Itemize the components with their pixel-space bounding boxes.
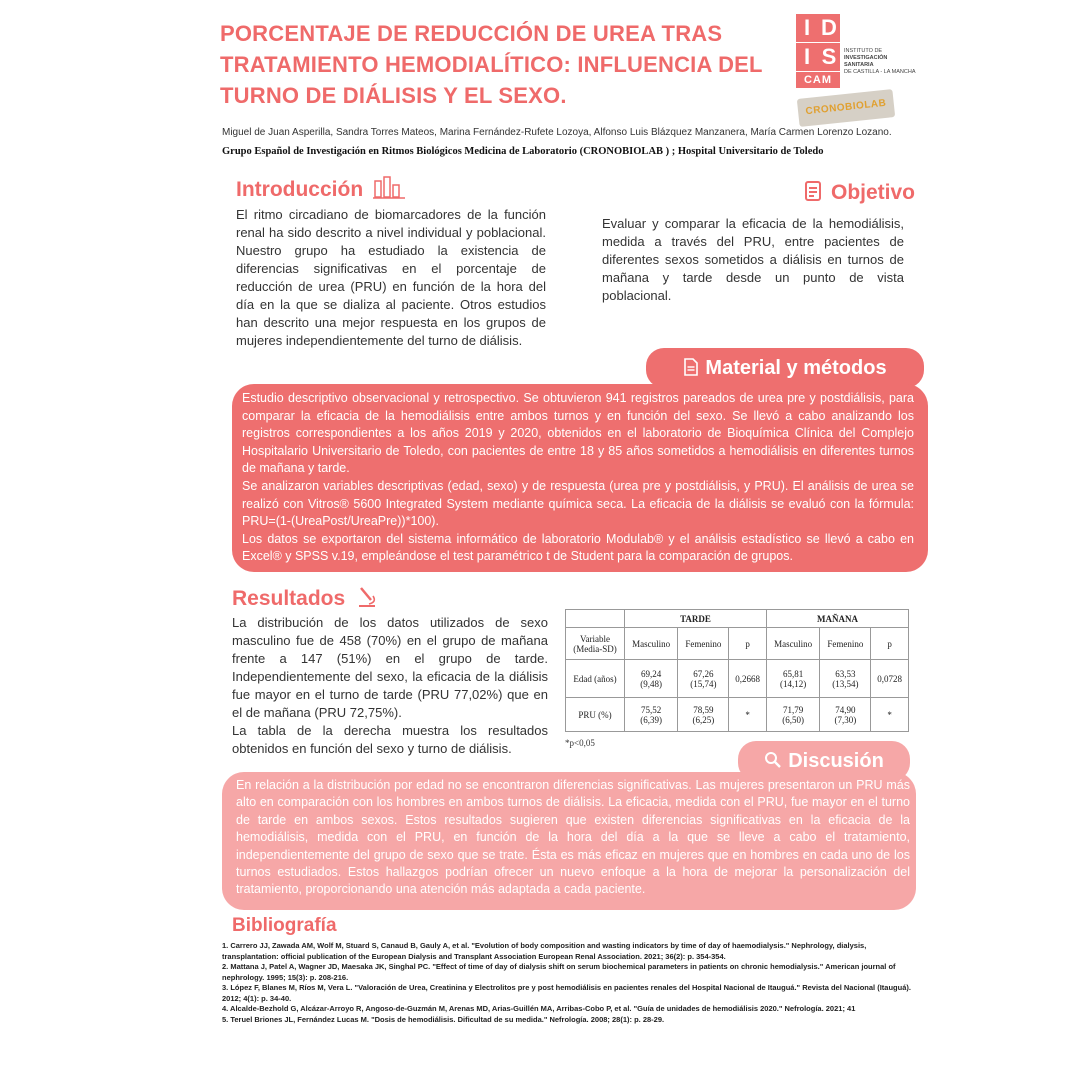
table-group-tarde: TARDE (625, 610, 767, 628)
table-group-manana: MAÑANA (766, 610, 908, 628)
resultados-text (232, 614, 548, 758)
resultados-heading: Resultados (232, 584, 379, 611)
microscope-icon (355, 584, 379, 608)
table-cell: 0,0728 (871, 660, 909, 698)
material-p3: Los datos se exportaron del sistema informático de laboratorio Modulab® y el análisis estadístico se llevó a cabo en Excel® y SPSS v.19, empleándose el test paramétrico t de Student para la comparación de grupos. (242, 531, 914, 564)
table-cell: * (871, 698, 909, 732)
bibliografia-heading: Bibliografía (232, 915, 337, 936)
introduccion-heading: Introducción (236, 173, 407, 202)
table-var-header: Variable (Media-SD) (566, 628, 625, 660)
table-col-header: Femenino (820, 628, 871, 660)
logo-letter: D (818, 14, 840, 42)
document-icon (683, 358, 699, 376)
authors: Miguel de Juan Asperilla, Sandra Torres Mateos, Marina Fernández-Rufete Lozoya, Alfonso Luis Blázquez Manzanera, María Carmen Lorenzo Lozano. (222, 127, 892, 138)
table-col-header: Masculino (625, 628, 678, 660)
objetivo-text: Evaluar y comparar la eficacia de la hemodiálisis, medida a través del PRU, entre pacientes de diferentes sexos sometidos a diálisis en turnos de mañana y tarde desde un punto de vista poblacional. (602, 216, 904, 303)
discusion-heading: Discusión (738, 741, 910, 781)
lab-icon (373, 173, 407, 199)
cronobiolab-logo: CRONOBIOLAB (797, 89, 895, 127)
table-cell: Edad (años) (566, 660, 625, 698)
table-cell: PRU (%) (566, 698, 625, 732)
reference-item: 4. Alcalde-Bezhold G, Alcázar-Arroyo R, Angoso-de-Guzmán M, Arenas MD, Arias-Guillén MA, Arribas-Cobo P, et al. "Guía de unidades de hemodiálisis 2020." Nefrología. 2021; 41 (222, 1004, 856, 1013)
table-cell: 0,2668 (729, 660, 767, 698)
checklist-icon (803, 180, 825, 202)
table-cell: * (729, 698, 767, 732)
table-col-header: Masculino (766, 628, 819, 660)
results-table-wrap (565, 609, 909, 748)
objetivo-heading: Objetivo (803, 180, 915, 205)
idiscam-logo (796, 14, 920, 126)
table-cell: 67,26 (15,74) (678, 660, 729, 698)
results-table (565, 609, 909, 732)
material-heading: Material y métodos (646, 348, 924, 388)
poster-title: PORCENTAJE DE REDUCCIÓN DE UREA TRAS TRATAMIENTO HEMODIALÍTICO: INFLUENCIA DEL TURNO DE DIÁLISIS Y EL SEXO. (220, 21, 763, 108)
reference-item: 3. López F, Blanes M, Ríos M, Vera L. "Valoración de Urea, Creatinina y Electrolitos pre y post hemodiálisis en pacientes renales del Hospital Nacional de Itauguá." Revista del Nacional (Itauguá). 2012; 4(1): p. 34-40. (222, 983, 911, 1003)
reference-item: 2. Mattana J, Patel A, Wagner JD, Maesaka JK, Singhal PC. "Effect of time of day of dialysis shift on serum biochemical parameters in patients on chronic hemodialysis." American journal of nephrology. 1995; 15(3): p. 208-216. (222, 962, 896, 982)
introduccion-text: El ritmo circadiano de biomarcadores de la función renal ha sido descrito a nivel individual y poblacional. Nuestro grupo ha estudiado la existencia de diferencias significativas en el porcentaje de reducción de urea (PRU) en función de la hora del día en la que se dializa al paciente. Otros estudios han descrito una mejor respuesta en los grupos de mujeres independientemente del turno de diálisis. (236, 207, 546, 348)
logo-cam: CAM (796, 72, 840, 88)
logo-letter: I (796, 43, 818, 71)
table-cell: 78,59 (6,25) (678, 698, 729, 732)
table-cell: 69,24 (9,48) (625, 660, 678, 698)
search-icon (764, 751, 782, 769)
discusion-text: En relación a la distribución por edad no se encontraron diferencias significativas. Las mujeres presentaron un PRU más alto en comparación con los hombres en ambos turnos de diálisis. La eficacia, medida con el PRU, fue mayor en el turno de tarde en ambos sexos. Estos resultados sugieren que existen diferencias significativas en la eficacia de la hemodiálisis, medida con el PRU, en función de la hora del día a la que se lleve a cabo el tratamiento, independientemente del grupo de sexo que se trate. Ésta es más eficaz en mujeres que en hombres en cada uno de los turnos estudiados. Estos hallazgos podrían ofrecer un nuevo enfoque a la hora de mejorar la personalización del tratamiento, proporcionando una atención más adaptada a cada paciente. (236, 778, 910, 897)
table-cell: 63,53 (13,54) (820, 660, 871, 698)
table-row (566, 660, 909, 698)
table-cell: 71,79 (6,50) (766, 698, 819, 732)
table-row (566, 628, 909, 660)
material-p1: Estudio descriptivo observacional y retrospectivo. Se obtuvieron 941 registros pareados de urea pre y postdiálisis, para comparar la eficacia de la hemodiálisis entre ambos turnos y en función del sexo. Se llevó a cabo analizando los registros correspondientes a los años 2019 y 2020, obtenidos en el laboratorio de Bioquímica Clínica del Complejo Hospitalario Universitario de Toledo, con pacientes de entre 18 y 85 años sometidos a hemodiálisis en diferentes turnos de mañana y tarde. (242, 391, 914, 476)
material-box (232, 384, 928, 572)
logo-letter: I (796, 14, 818, 42)
table-col-header: p (729, 628, 767, 660)
logo-letter: S (818, 43, 840, 71)
discusion-box (222, 772, 916, 910)
table-cell: 75,52 (6,39) (625, 698, 678, 732)
material-p2: Se analizaron variables descriptivas (edad, sexo) y de respuesta (urea pre y postdiálisis, y PRU). El análisis de urea se realizó con Vitros® 5600 Integrated System mediante química seca. La eficacia de la diálisis se evaluó con la fórmula: PRU=(1-(UreaPost/UreaPre))*100). (242, 478, 914, 529)
table-cell: 65,81 (14,12) (766, 660, 819, 698)
table-col-header: p (871, 628, 909, 660)
reference-item: 1. Carrero JJ, Zawada AM, Wolf M, Stuard S, Canaud B, Gauly A, et al. "Evolution of body composition and wasting indicators by time of day of haemodialysis." Nephrology, dialysis, transplantation: official publication of the European Dialysis and Transplant Association European Renal Association. 2021; 36(2): p. 354-354. (222, 941, 867, 961)
table-col-header: Femenino (678, 628, 729, 660)
table-row (566, 698, 909, 732)
resultados-p2: La tabla de la derecha muestra los resultados obtenidos en función del sexo y turno de diálisis. (232, 723, 548, 756)
table-row (566, 610, 909, 628)
table-cell: 74,90 (7,30) (820, 698, 871, 732)
logo-institute-text: INSTITUTO DE INVESTIGACIÓN SANITARIA DE CASTILLA - LA MANCHA (844, 48, 916, 75)
bibliografia-list (222, 941, 922, 1025)
reference-item: 5. Teruel Briones JL, Fernández Lucas M. "Dosis de hemodiálisis. Dificultad de su medida." Nefrología. 2008; 28(1): p. 28-29. (222, 1014, 665, 1024)
resultados-p1: La distribución de los datos utilizados de sexo masculino fue de 458 (70%) en el grupo de mañana frente a 147 (51%) en el grupo de tarde. Independientemente del sexo, la eficacia de la diálisis fue mayor en el turno de tarde (PRU 77,02%) que en el de mañana (PRU 72,75%). (232, 615, 548, 720)
research-group: Grupo Español de Investigación en Ritmos Biológicos Medicina de Laboratorio (CRONOBIOLAB ) ; Hospital Universitario de Toledo (222, 146, 824, 157)
table-footnote: *p<0,05 (565, 738, 595, 748)
